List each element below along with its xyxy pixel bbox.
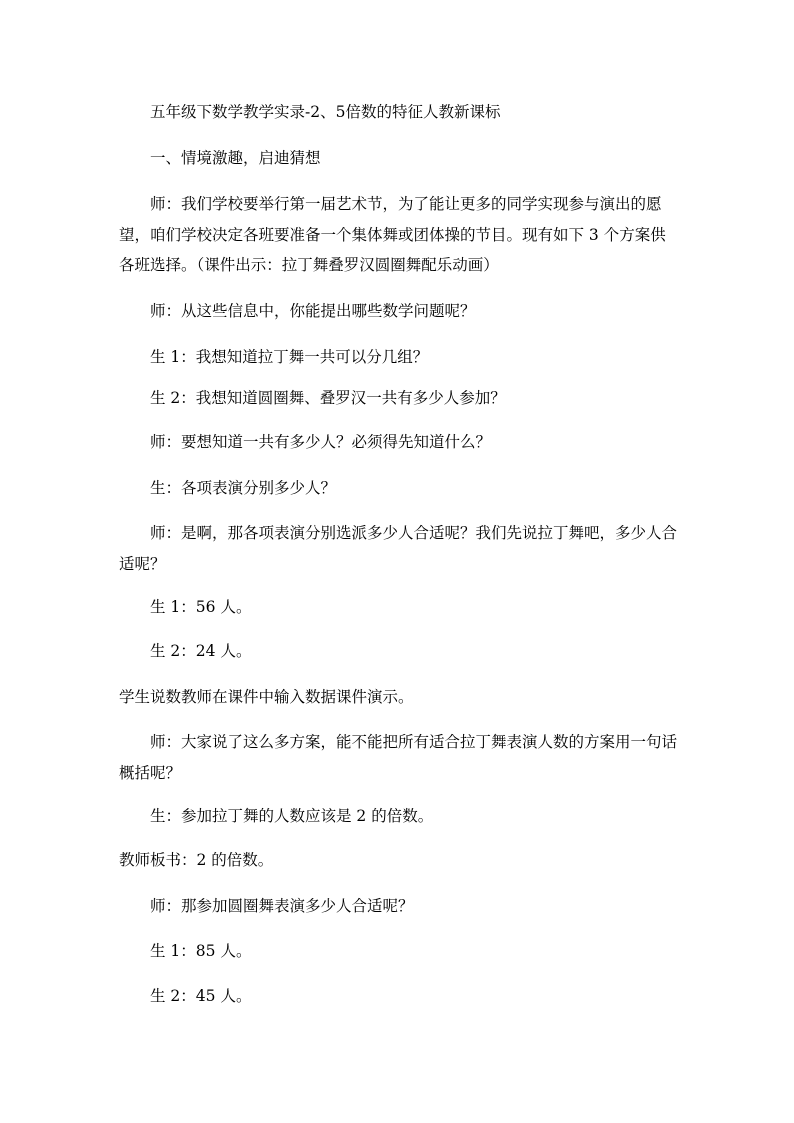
paragraph: 生 2：24 人。 <box>150 642 252 660</box>
document-title: 五年级下数学教学实录-2、5倍数的特征人教新课标 <box>150 103 501 121</box>
paragraph: 生 2：我想知道圆圈舞、叠罗汉一共有多少人参加？ <box>150 389 506 407</box>
paragraph: 师：我们学校要举行第一届艺术节，为了能让更多的同学实现参与演出的愿望，咱们学校决定各班要准备一个集体舞或团体操的节目。现有如下 3 个方案供各班选择。（课件出示：拉丁舞叠罗汉圆圈舞配乐动画） <box>119 195 666 274</box>
paragraph: 师：要想知道一共有多少人？必须得先知道什么？ <box>150 433 492 451</box>
paragraph: 师：从这些信息中，你能提出哪些数学问题呢？ <box>150 302 476 320</box>
paragraph: 生 2：45 人。 <box>150 987 252 1005</box>
paragraph: 生 1：我想知道拉丁舞一共可以分几组？ <box>150 348 429 366</box>
paragraph: 生：各项表演分别多少人？ <box>150 479 337 497</box>
paragraph: 师：大家说了这么多方案，能不能把所有适合拉丁舞表演人数的方案用一句话概括呢？ <box>119 733 678 782</box>
section-heading: 一、情境激趣，启迪猜想 <box>150 149 321 167</box>
paragraph: 学生说数教师在课件中输入数据课件演示。 <box>119 688 414 706</box>
paragraph: 教师板书：2 的倍数。 <box>119 851 274 869</box>
paragraph: 师：那参加圆圈舞表演多少人合适呢？ <box>150 897 414 915</box>
paragraph: 生 1：85 人。 <box>150 942 252 960</box>
paragraph: 生：参加拉丁舞的人数应该是 2 的倍数。 <box>150 807 434 825</box>
paragraph: 生 1：56 人。 <box>150 598 252 616</box>
paragraph: 师：是啊，那各项表演分别选派多少人合适呢？我们先说拉丁舞吧，多少人合适呢？ <box>119 524 678 573</box>
